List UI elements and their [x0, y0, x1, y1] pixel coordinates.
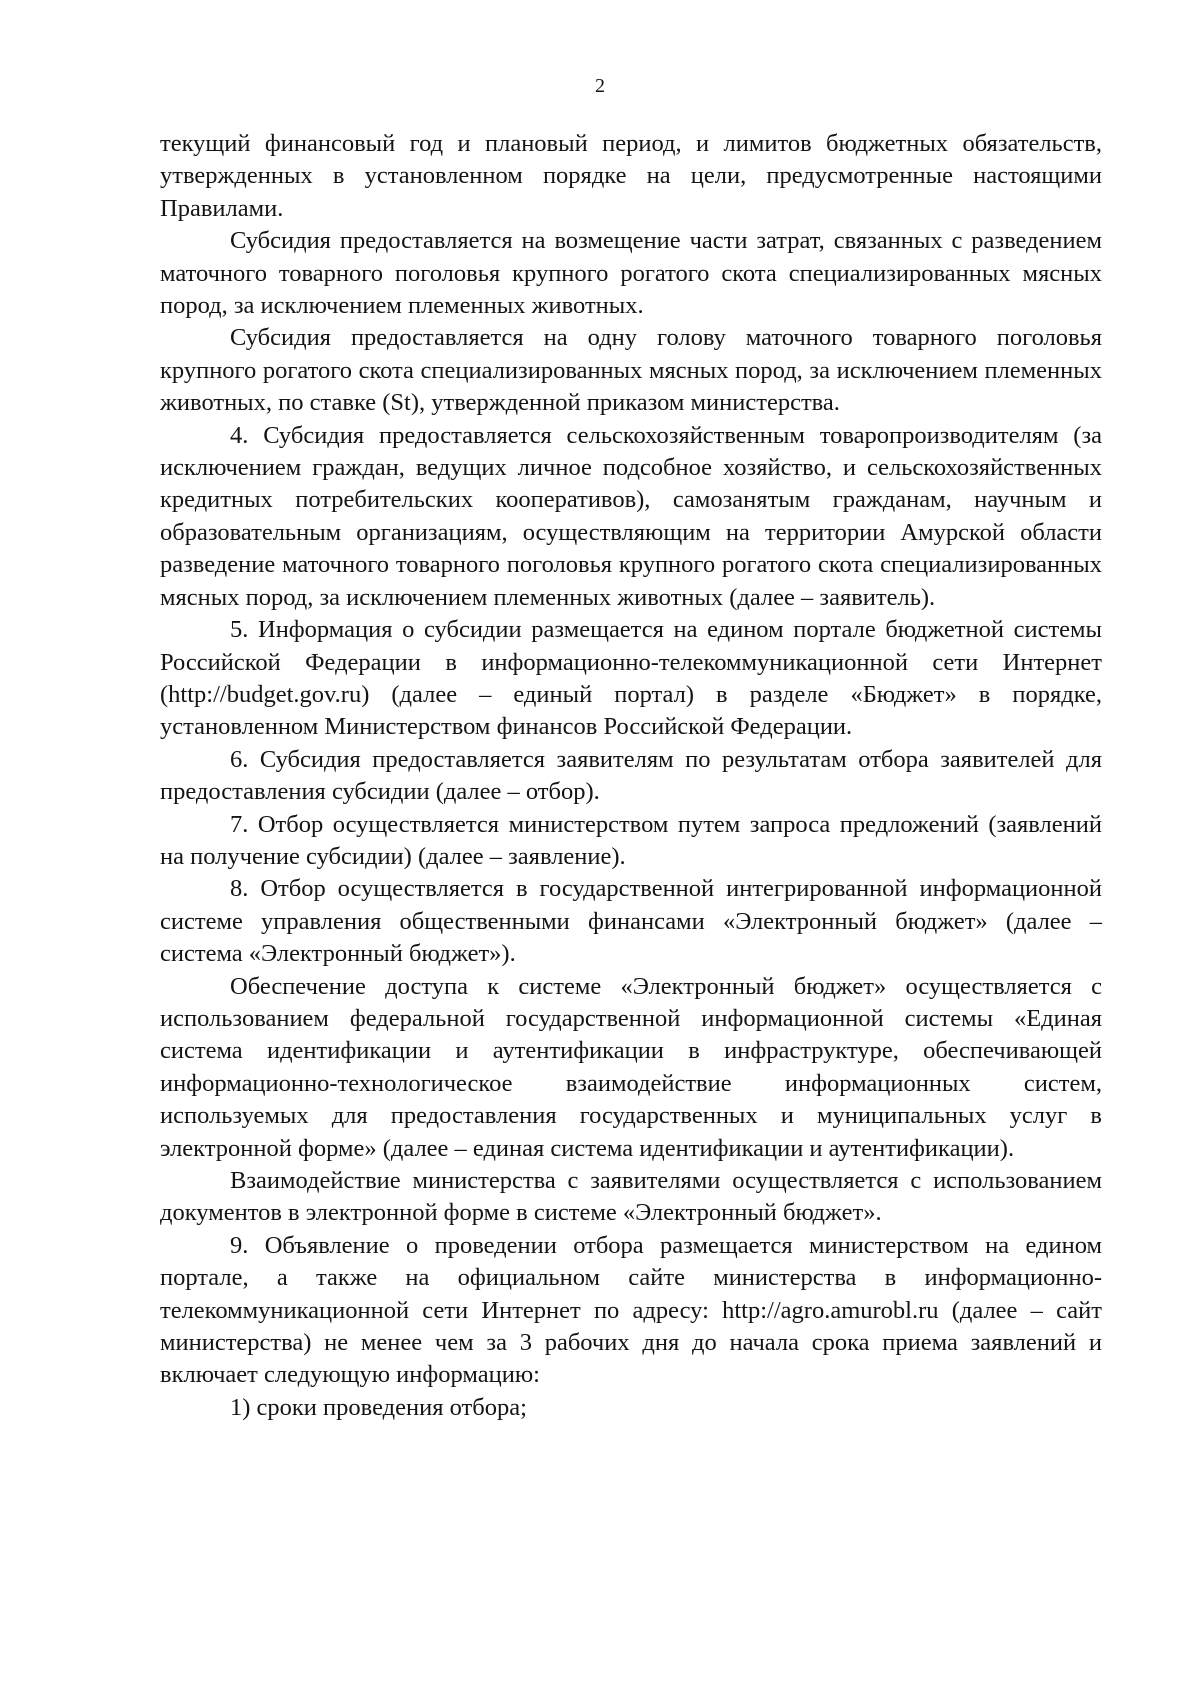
paragraph-subsidy-purpose: Субсидия предоставляется на возмещение части затрат, связанных с разведением маточного товарного поголовья крупного рогатого скота специализированных мясных пород, за исключением племенных животных. — [160, 227, 1102, 320]
paragraph-subitem-1: 1) сроки проведения отбора; — [230, 1393, 527, 1421]
paragraph-item-7: 7. Отбор осуществляется министерством путем запроса предложений (заявлений на получение субсидии) (далее – заявление). — [160, 810, 1102, 870]
paragraph-interaction: Взаимодействие министерства с заявителями осуществляется с использованием документов в электронной форме в системе «Электронный бюджет». — [160, 1167, 1102, 1227]
paragraph-access: Обеспечение доступа к системе «Электронный бюджет» осуществляется с использованием федеральной государственной информационной системы «Единая система идентификации и аутентификации в инфраструктуре, обеспечивающей информационно-технологическое взаимодействие информационных систем, используемых для предоставления государственных и муниципальных услуг в электронной форме» (далее – единая система идентификации и аутентификации). — [160, 972, 1102, 1162]
paragraph-item-5: 5. Информация о субсидии размещается на едином портале бюджетной системы Российской Федерации в информационно-телекоммуникационной сети Интернет (http://budget.gov.ru) (далее – единый портал) в разделе «Бюджет» в порядке, установленном Министерством финансов Российской Федерации. — [160, 616, 1102, 741]
paragraph-item-8: 8. Отбор осуществляется в государственной интегрированной информационной системе управления общественными финансами «Электронный бюджет» (далее – система «Электронный бюджет»). — [160, 875, 1102, 968]
paragraph-item-9: 9. Объявление о проведении отбора размещается министерством на едином портале, а также на официальном сайте министерства в информационно-телекоммуникационной сети Интернет по адресу: http://agro.amurobl.ru (далее – сайт министерства) не менее чем за 3 рабочих дня до начала срока приема заявлений и включает следующую информацию: — [160, 1231, 1102, 1389]
paragraph-subsidy-rate: Субсидия предоставляется на одну голову маточного товарного поголовья крупного рогатого скота специализированных мясных пород, за исключением племенных животных, по ставке (St), утвержденной приказом министерства. — [160, 324, 1102, 417]
paragraph-continuation: текущий финансовый год и плановый период, и лимитов бюджетных обязательств, утвержденных в установленном порядке на цели, предусмотренные настоящими Правилами. — [160, 130, 1102, 222]
page-number: 2 — [595, 75, 605, 97]
paragraph-item-6: 6. Субсидия предоставляется заявителям по результатам отбора заявителей для предоставления субсидии (далее – отбор). — [160, 745, 1102, 806]
document-body — [160, 128, 1102, 1424]
paragraph-item-4: 4. Субсидия предоставляется сельскохозяйственным товаропроизводителям (за исключением граждан, ведущих личное подсобное хозяйство, и сельскохозяйственных кредитных потребительских кооперативов), самозанятым гражданам, научным и образовательным организациям, осуществляющим на территории Амурской области разведение маточного товарного поголовья крупного рогатого скота специализированных мясных пород, за исключением племенных животных (далее – заявитель). — [160, 421, 1102, 611]
